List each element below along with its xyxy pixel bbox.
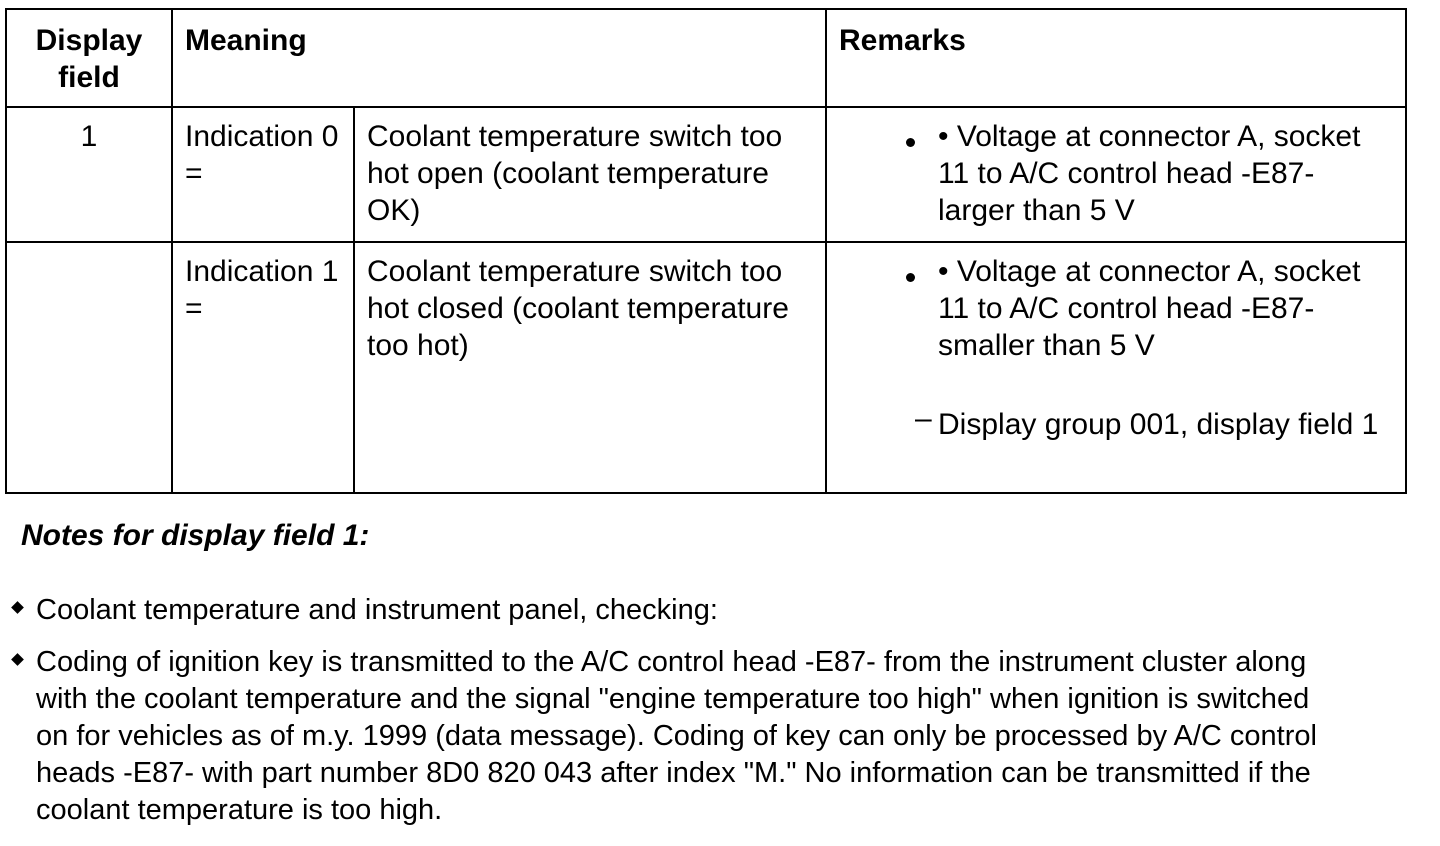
remark-item — [827, 108, 1405, 229]
remark-text: • Voltage at connector A, socket 11 to A/C control head -E87- smaller than 5 V — [938, 255, 1361, 362]
remarks-cell — [826, 107, 1406, 242]
meaning-cell: Coolant temperature switch too hot open (coolant temperature OK) — [354, 107, 826, 242]
note-item-checking-link[interactable]: Coolant temperature and instrument panel, checking: — [36, 594, 718, 626]
header-remarks: Remarks — [826, 9, 1406, 107]
note-item-coding: Coding of ignition key is transmitted to the A/C control head -E87- from the instrument cluster along with the coolant temperature and the signal "engine temperature too high" when ignition is switched on for vehicles as of m.y. 1999 (data message). Coding of key can only be processed by A/C control heads -E87- with part number 8D0 820 043 after index "M." No information can be transmitted if the coolant temperature is too high. — [36, 646, 1317, 826]
remark-text: • Voltage at connector A, socket 11 to A/C control head -E87- larger than 5 V — [938, 120, 1361, 227]
display-field-table — [5, 8, 1407, 494]
bullet-dot-icon — [906, 273, 915, 282]
notes-title: Notes for display field 1: — [21, 519, 370, 552]
display-field-cell: 1 — [6, 107, 172, 242]
diamond-icon — [11, 653, 24, 666]
display-field-cell — [6, 242, 172, 493]
dash-icon: – — [915, 402, 932, 435]
indication-cell: Indication 0 = — [172, 107, 354, 242]
remark-item — [827, 402, 1405, 443]
header-meaning: Meaning — [172, 9, 826, 107]
indication-cell: Indication 1 = — [172, 242, 354, 493]
header-display-field: Display field — [6, 9, 172, 107]
display-group-link[interactable]: Display group 001, display field 1 — [938, 408, 1379, 441]
remarks-cell — [826, 242, 1406, 493]
table-row — [6, 242, 1406, 493]
table-header-row — [6, 9, 1406, 107]
table-row — [6, 107, 1406, 242]
remark-item — [827, 243, 1405, 364]
diamond-icon — [11, 601, 24, 614]
meaning-cell: Coolant temperature switch too hot closed (coolant temperature too hot) — [354, 242, 826, 493]
bullet-dot-icon — [906, 138, 915, 147]
